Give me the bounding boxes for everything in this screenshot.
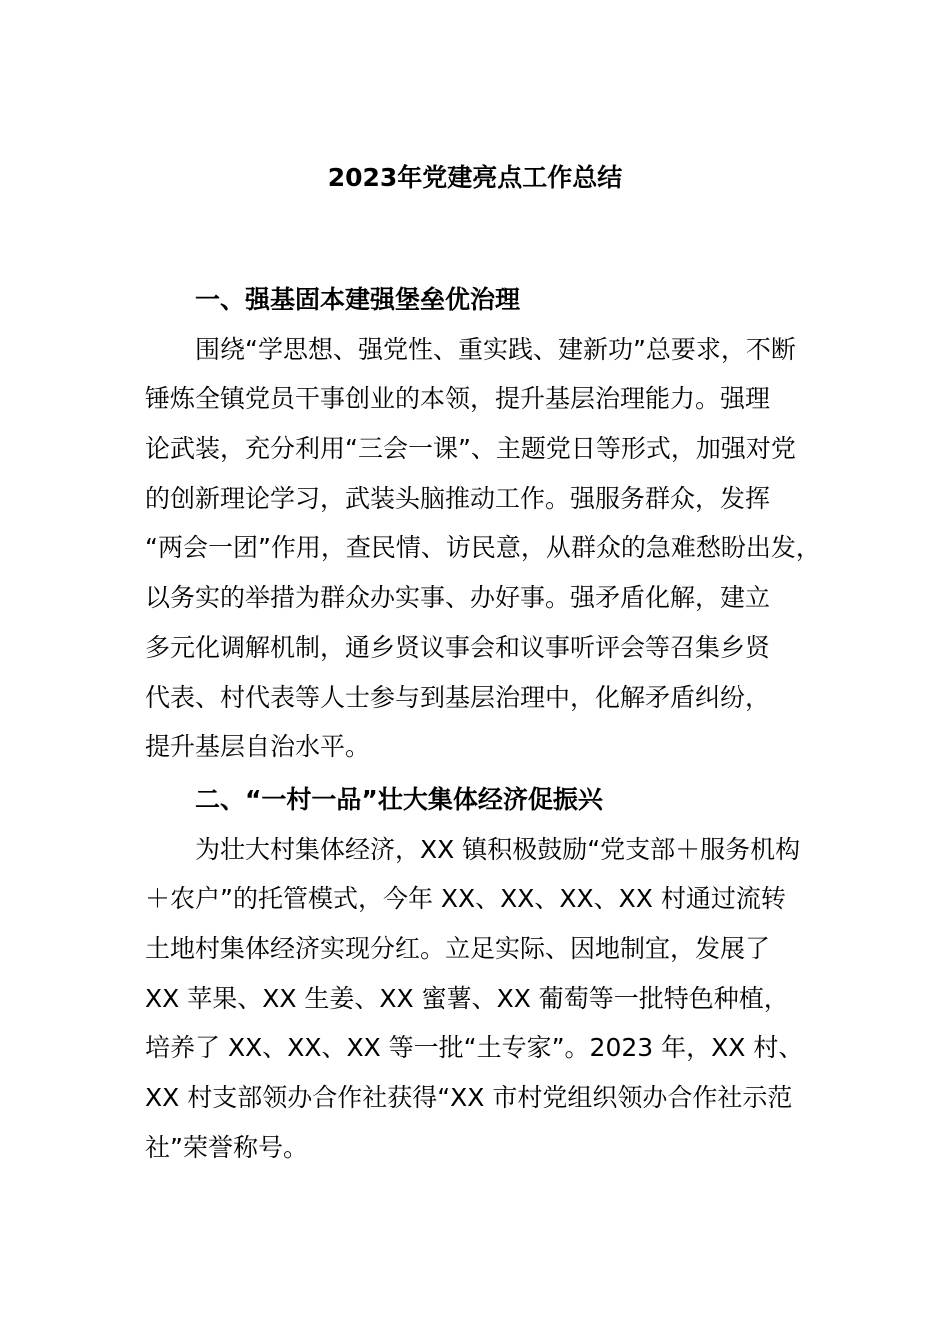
paragraph-line: XX 苹果、XX 生姜、XX 蜜薯、XX 葡萄等一批特色种植， [145, 983, 789, 1013]
paragraph-line: 提升基层自治水平。 [145, 732, 371, 762]
paragraph-line: 多元化调解机制，通乡贤议事会和议事听评会等召集乡贤 [145, 632, 771, 662]
paragraph-line: 以务实的举措为群众办实事、办好事。强矛盾化解，建立 [145, 583, 771, 613]
paragraph-line: 社”荣誉称号。 [145, 1132, 308, 1162]
section-heading: 二、“一村一品”壮大集体经济促振兴 [195, 785, 603, 814]
paragraph-line: 围绕“学思想、强党性、重实践、建新功”总要求，不断 [195, 334, 796, 364]
paragraph-line: 土地村集体经济实现分红。立足实际、因地制宜，发展了 [145, 934, 771, 964]
section-heading: 一、强基固本建强堡垒优治理 [195, 285, 521, 314]
document-title: 2023年党建亮点工作总结 [327, 163, 623, 192]
paragraph-line: “两会一团”作用，查民情、访民意，从群众的急难愁盼出发， [145, 533, 821, 563]
paragraph-line: 锤炼全镇党员干事创业的本领，提升基层治理能力。强理 [145, 384, 771, 414]
section-1 [145, 275, 845, 772]
paragraph-line: XX 村支部领办合作社获得“XX 市村党组织领办合作社示范 [145, 1083, 793, 1113]
paragraph-line: 为壮大村集体经济，XX 镇积极鼓励“党支部＋服务机构 [195, 834, 801, 864]
paragraph-line: 培养了 XX、XX、XX 等一批“土专家”。2023 年，XX 村、 [145, 1033, 804, 1063]
paragraph-line: 代表、村代表等人士参与到基层治理中，化解矛盾纠纷， [145, 682, 771, 712]
paragraph-line: 的创新理论学习，武装头脑推动工作。强服务群众，发挥 [145, 483, 771, 513]
paragraph-line: ＋农户”的托管模式，今年 XX、XX、XX、XX 村通过流转 [145, 884, 786, 914]
section-2 [145, 775, 845, 1173]
paragraph-line: 论武装，充分利用“三会一课”、主题党日等形式，加强对党 [145, 434, 796, 464]
